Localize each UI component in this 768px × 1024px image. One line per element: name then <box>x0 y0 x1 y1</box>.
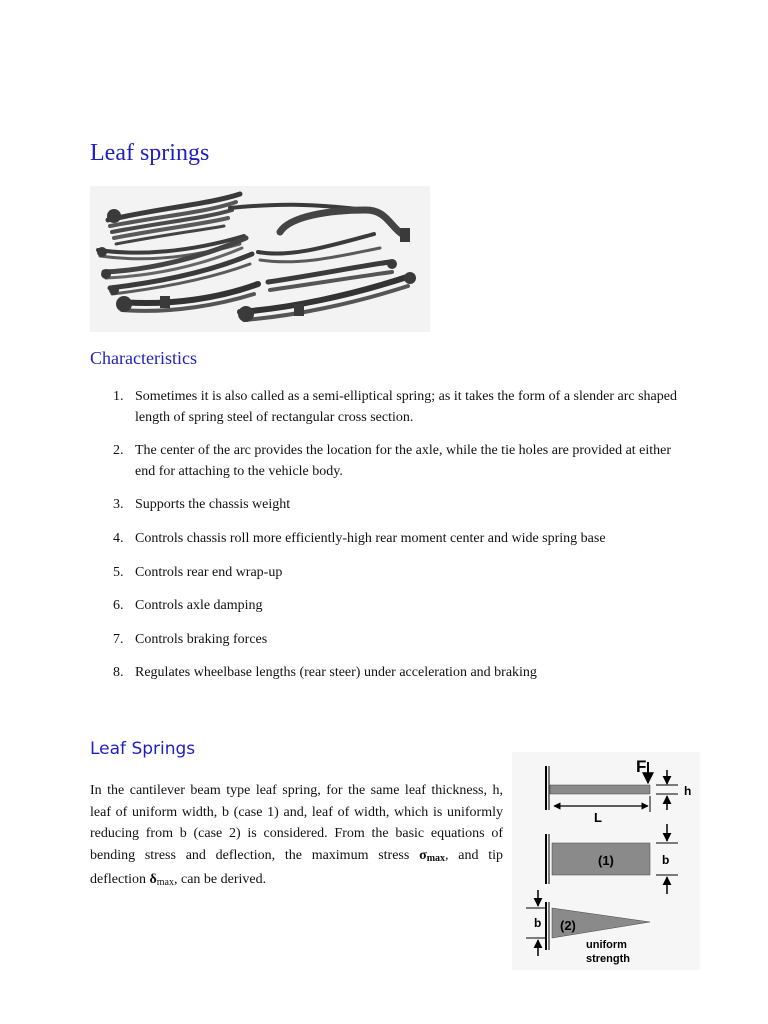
beam-side-view <box>550 785 650 794</box>
list-item <box>113 562 683 583</box>
sigma-symbol: σ <box>419 847 427 863</box>
list-item-text: Controls rear end wrap-up <box>135 565 283 580</box>
list-item-number: 3. <box>113 497 124 512</box>
width-label-2: b <box>534 916 542 930</box>
list-item-text: Sometimes it is also called as a semi-elliptical spring; as it takes the form of a slender arc shaped length of spring steel of rectangular cross section. <box>135 389 677 425</box>
list-item <box>113 595 683 616</box>
leaf-springs-illustration <box>90 186 430 332</box>
list-item <box>113 629 683 650</box>
strength-label: strength <box>586 953 630 965</box>
list-item-number: 2. <box>113 443 124 458</box>
list-item <box>113 662 683 683</box>
list-item-number: 6. <box>113 598 124 613</box>
list-item <box>113 440 683 482</box>
case2-label: (2) <box>560 918 576 933</box>
list-item-text: Supports the chassis weight <box>135 497 291 512</box>
list-item-text: Regulates wheelbase lengths (rear steer) under acceleration and braking <box>135 665 537 680</box>
leaf-springs-heading: Leaf Springs <box>90 739 196 759</box>
list-item-number: 8. <box>113 665 124 680</box>
list-item <box>113 386 683 428</box>
list-item-number: 4. <box>113 531 124 546</box>
list-item-number: 1. <box>113 389 124 404</box>
cantilever-diagram <box>512 752 700 970</box>
list-item <box>113 528 683 549</box>
characteristics-list <box>113 386 683 683</box>
list-item <box>113 494 683 515</box>
force-label: F <box>636 757 647 776</box>
list-item-text: The center of the arc provides the location for the axle, while the tie holes are provided at either end for attaching to the vehicle body. <box>135 443 672 479</box>
list-item-text: Controls braking forces <box>135 632 268 647</box>
thickness-label: h <box>684 784 692 798</box>
list-item-number: 5. <box>113 565 124 580</box>
delta-symbol: δ <box>149 872 157 887</box>
case1-label: (1) <box>598 853 614 868</box>
length-label: L <box>594 810 602 825</box>
description-paragraph <box>90 780 503 894</box>
paragraph-text-2: , and tip deflection <box>90 847 504 887</box>
uniform-label: uniform <box>586 939 627 951</box>
paragraph-text-3: , can be derived. <box>173 872 267 887</box>
paragraph-text-1: In the cantilever beam type leaf spring, for the same leaf thickness, h, leaf of uniform width, b (case 1) and, leaf of width, which is uniformly reducing from b (case 2) is considered. From the basic equations of bending stress and deflection, the maximum stress <box>90 783 503 863</box>
characteristics-heading: Characteristics <box>90 348 197 368</box>
sigma-subscript: max <box>426 852 446 864</box>
cantilever-diagram-svg <box>512 752 700 970</box>
delta-subscript: max <box>156 877 174 888</box>
page-title: Leaf springs <box>90 140 210 166</box>
list-item-text: Controls chassis roll more efficiently-high rear moment center and wide spring base <box>135 531 606 546</box>
list-item-text: Controls axle damping <box>135 598 263 613</box>
width-label-1: b <box>662 853 670 867</box>
list-item-number: 7. <box>113 632 124 647</box>
leaf-springs-image <box>90 186 430 332</box>
